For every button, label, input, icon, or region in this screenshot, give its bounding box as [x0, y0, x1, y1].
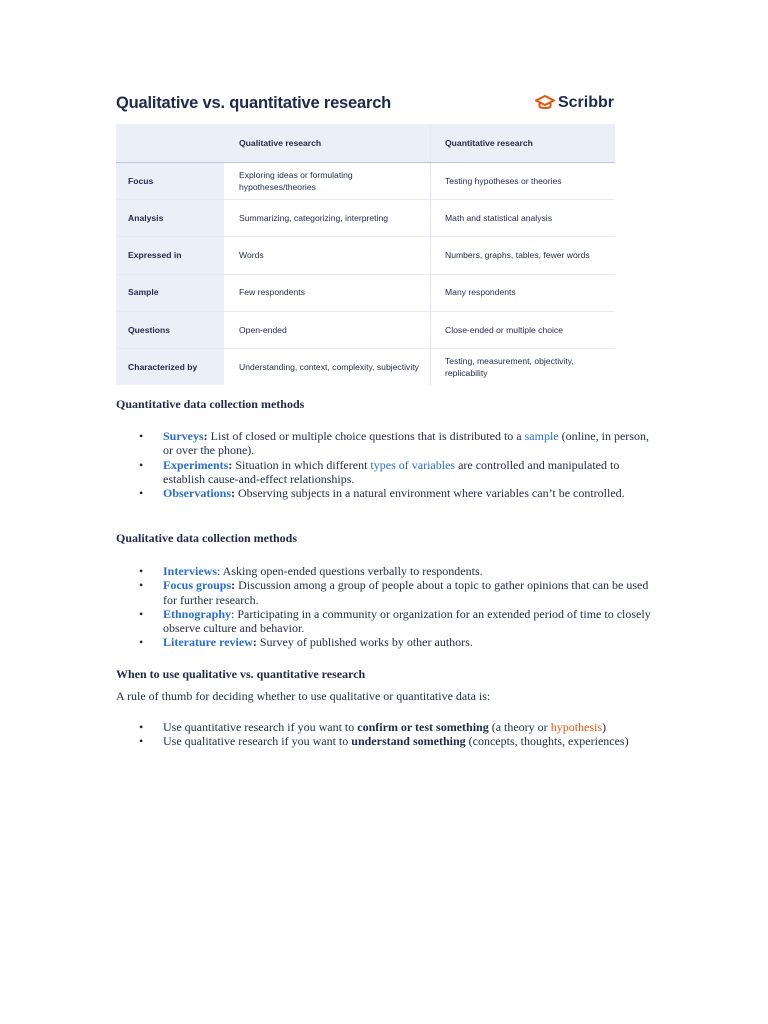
item-bold: confirm or test something: [357, 720, 489, 734]
term-link[interactable]: Experiments: [163, 457, 229, 472]
item-text: are controlled and manipulated to establish cause-and-effect relationships.: [163, 457, 620, 486]
item-bold: understand something: [351, 734, 466, 749]
list-item: [139, 564, 659, 578]
table-row: [116, 163, 615, 200]
scribbr-logo: [535, 94, 614, 112]
hypothesis-link[interactable]: hypothesis: [550, 720, 603, 734]
item-text: Situation in which different: [232, 457, 371, 472]
row-label: Questions: [116, 311, 224, 348]
qual-cell: Understanding, context, complexity, subjectivity: [224, 348, 431, 385]
quant-cell: Many respondents: [431, 274, 616, 311]
bullet: •: [139, 429, 144, 443]
list-item: [139, 578, 659, 607]
list-item: [139, 486, 659, 500]
bullet: •: [139, 457, 144, 472]
bullet: •: [139, 564, 144, 578]
intro-paragraph: A rule of thumb for deciding whether to use qualitative or quantitative data is:: [116, 689, 491, 703]
table-header-row: [116, 124, 615, 163]
term-link[interactable]: Surveys: [163, 429, 204, 443]
term-link[interactable]: Literature review: [163, 635, 253, 650]
item-text: Survey of published works by other authors.: [256, 635, 473, 650]
comparison-table: [116, 124, 615, 385]
list-item: [139, 734, 659, 748]
term-separator: :: [203, 429, 208, 443]
term-link[interactable]: Observations: [163, 486, 232, 501]
bullet: •: [139, 635, 144, 650]
item-text: Use quantitative research if you want to: [163, 720, 358, 734]
list-item: [139, 720, 659, 734]
list-item: [139, 635, 659, 649]
item-text: (online, in person, or over the phone).: [163, 429, 649, 458]
row-label: Sample: [116, 274, 224, 311]
item-text: (a theory or: [488, 720, 551, 734]
term-link[interactable]: Ethnography: [163, 606, 232, 621]
list-item: [139, 429, 659, 458]
list-item: [139, 607, 659, 636]
item-text: Observing subjects in a natural environment where variables can’t be controlled.: [235, 486, 625, 501]
table-row: [116, 311, 615, 348]
term-separator: :: [231, 486, 236, 501]
term-separator: :: [231, 578, 236, 593]
qual-cell: Summarizing, categorizing, interpreting: [224, 200, 431, 237]
qual-cell: Few respondents: [224, 274, 431, 311]
item-text: Use qualitative research if you want to: [163, 734, 352, 749]
table-row: [116, 200, 615, 237]
term-separator: :: [231, 606, 235, 621]
qual-cell: Exploring ideas or formulating hypotheses/theories: [224, 163, 431, 200]
table-row: [116, 237, 615, 274]
row-label: Characterized by: [116, 348, 224, 385]
bullet: •: [139, 486, 144, 501]
item-text: Participating in a community or organization for an extended period of time to closely observe culture and behavior.: [163, 606, 651, 636]
table-row: [116, 274, 615, 311]
bullet: •: [139, 734, 144, 749]
row-label: Analysis: [116, 200, 224, 237]
bullet: •: [139, 606, 144, 621]
qual-cell: Open-ended: [224, 311, 431, 348]
quant-cell: Testing hypotheses or theories: [431, 163, 616, 200]
row-label: Expressed in: [116, 237, 224, 274]
row-label: Focus: [116, 163, 224, 200]
qualitative-heading: Qualitative data collection methods: [116, 531, 297, 545]
item-text: ): [602, 720, 607, 734]
list-item: [139, 458, 659, 487]
qualitative-list: [139, 564, 659, 650]
header-qualitative: Qualitative research: [224, 124, 431, 163]
bullet: •: [139, 720, 144, 734]
graduation-cap-icon: [535, 95, 555, 111]
term-separator: :: [252, 635, 257, 650]
brand-name: Scribbr: [557, 94, 614, 111]
when-list: [139, 720, 659, 749]
header-cell-empty: [116, 124, 224, 163]
quant-cell: Numbers, graphs, tables, fewer words: [431, 237, 616, 274]
term-separator: :: [217, 564, 221, 578]
bullet: •: [139, 578, 144, 593]
when-heading: When to use qualitative vs. quantitative research: [116, 667, 366, 681]
item-text: Discussion among a group of people about a topic to gather opinions that can be used for further research.: [163, 578, 649, 607]
item-text: Asking open-ended questions verbally to respondents.: [220, 564, 483, 578]
quantitative-list: [139, 429, 659, 500]
item-text: List of closed or multiple choice questions that is distributed to a: [207, 429, 525, 443]
quantitative-heading: Quantitative data collection methods: [116, 397, 305, 411]
quant-cell: Testing, measurement, objectivity, replicability: [445, 355, 574, 379]
term-separator: :: [228, 457, 233, 472]
quant-cell: Math and statistical analysis: [431, 200, 616, 237]
item-text: (concepts, thoughts, experiences): [465, 734, 629, 749]
inline-link[interactable]: sample: [524, 429, 559, 443]
quant-cell: Close-ended or multiple choice: [431, 311, 616, 348]
header-quantitative: Quantitative research: [431, 124, 616, 163]
term-link[interactable]: Interviews: [163, 564, 217, 578]
inline-link[interactable]: types of variables: [370, 457, 456, 472]
term-link[interactable]: Focus groups: [163, 578, 232, 593]
qual-cell: Words: [224, 237, 431, 274]
table-row: [116, 348, 615, 385]
figure-title: Qualitative vs. quantitative research: [116, 94, 392, 112]
comparison-figure: [116, 88, 616, 384]
